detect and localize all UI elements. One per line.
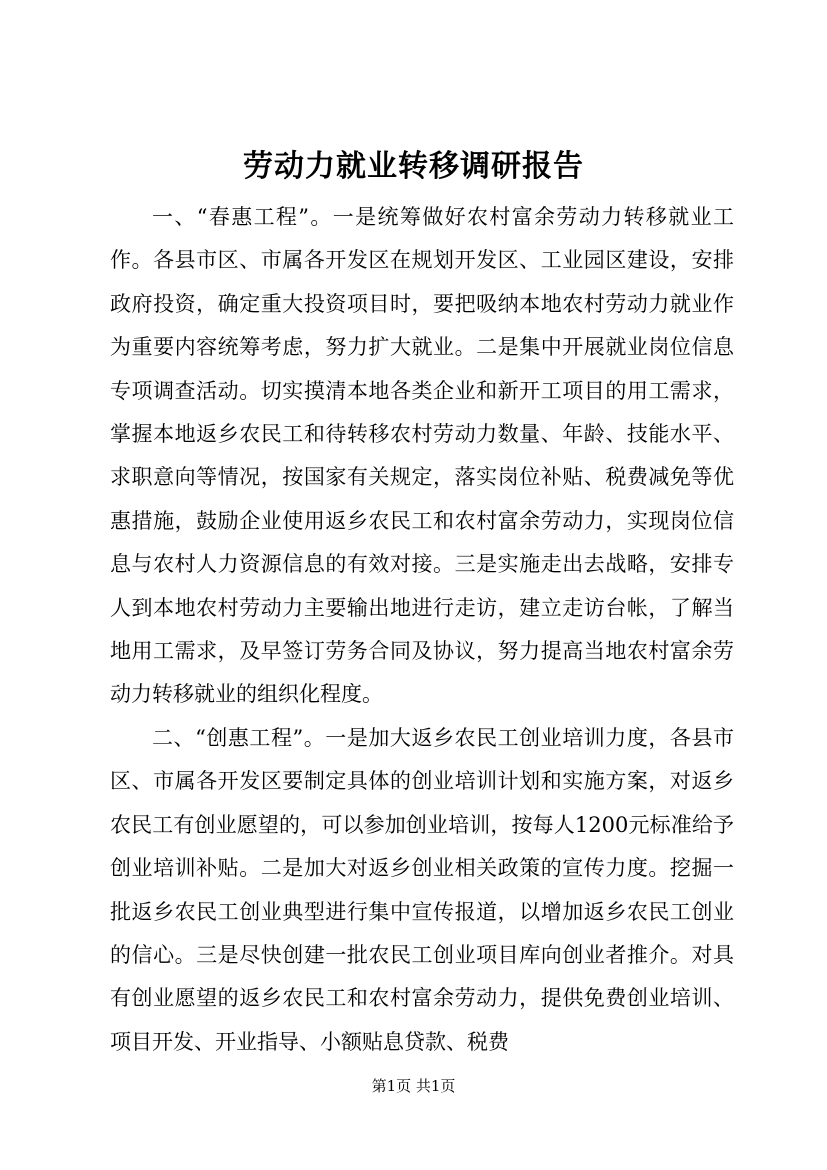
paragraph-spring-project: 一、“春惠工程”。一是统筹做好农村富余劳动力转移就业工作。各县市区、市属各开发区在规划开发区、工业园区建设，安排政府投资，确定重大投资项目时，要把吸纳本地农村劳动力就业作为重要内容统筹考虑，努力扩大就业。二是集中开展就业岗位信息专项调查活动。切实摸清本地各类企业和新开工项目的用工需求，掌握本地返乡农民工和待转移农村劳动力数量、年龄、技能水平、求职意向等情况，按国家有关规定，落实岗位补贴、税费减免等优惠措施，鼓励企业使用返乡农民工和农村富余劳动力，实现岗位信息与农村人力资源信息的有效对接。三是实施走出去战略，安排专人到本地农村劳动力主要输出地进行走访，建立走访台帐，了解当地用工需求，及早签订劳务合同及协议，努力提高当地农村富余劳动力转移就业的组织化程度。 [110, 205, 734, 707]
page-number-footer: 第1页 共1页 [371, 1077, 456, 1095]
document-title: 劳动力就业转移调研报告 [243, 149, 584, 184]
paragraph-entrepreneurship-project: 二、“创惠工程”。一是加大返乡农民工创业培训力度，各县市区、市属各开发区要制定具体的创业培训计划和实施方案，对返乡农民工有创业愿望的，可以参加创业培训，按每人1200元标准给予创业培训补贴。二是加大对返乡创业相关政策的宣传力度。挖掘一批返乡农民工创业典型进行集中宣传报道，以增加返乡农民工创业的信心。三是尽快创建一批农民工创业项目库向创业者推介。对具有创业愿望的返乡农民工和农村富余劳动力，提供免费创业培训、项目开发、开业指导、小额贴息贷款、税费 [110, 725, 734, 1054]
document-body [110, 196, 734, 1064]
